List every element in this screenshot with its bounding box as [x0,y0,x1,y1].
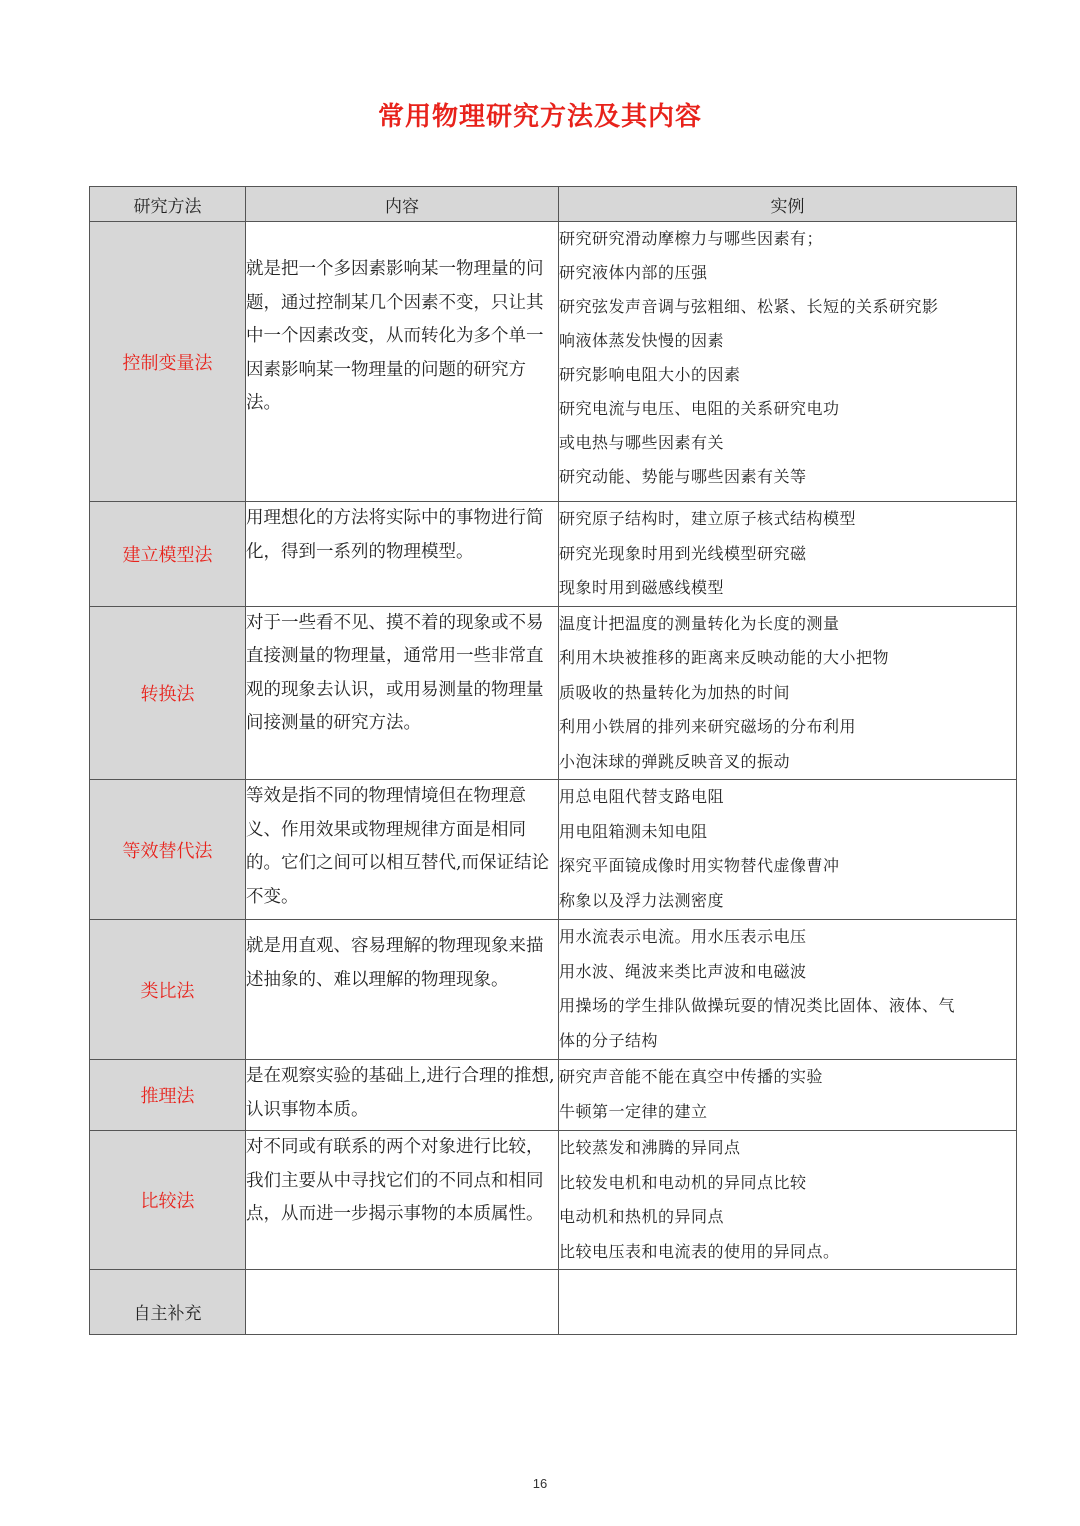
example-line: 用电阻箱测未知电阻 [559,821,708,841]
method-content: 用理想化的方法将实际中的事物进行简化，得到一系列的物理模型。 [246,502,559,607]
example-line: 牛顿第一定律的建立 [559,1101,708,1121]
page-number: 16 [532,1476,548,1491]
example-line: 研究弦发声音调与弦粗细、松紧、长短的关系研究影 [559,297,939,316]
method-name: 转换法 [90,606,246,780]
method-name: 建立模型法 [90,502,246,607]
example-line: 用操场的学生排队做操玩耍的情况类比固体、液体、气 [559,996,956,1015]
method-examples [559,606,1017,780]
table-row [90,780,1017,920]
example-line: 比较发电机和电动机的异同点比较 [559,1172,807,1192]
example-line: 称象以及浮力法测密度 [559,890,725,910]
table-row-supplement [90,1270,1017,1335]
example-line: 体的分子结构 [559,1030,659,1050]
supplement-method: 自主补充 [90,1270,246,1335]
table-row [90,606,1017,780]
method-examples [559,920,1017,1060]
method-examples [559,780,1017,920]
table-row [90,502,1017,607]
method-examples [559,1131,1017,1270]
example-line: 研究研究滑动摩檫力与哪些因素有； [559,229,824,248]
method-name: 类比法 [90,920,246,1060]
methods-table [89,186,1017,1335]
example-line: 响液体蒸发快慢的因素 [559,331,725,350]
method-name: 控制变量法 [90,222,246,502]
method-examples [559,222,1017,502]
example-line: 研究液体内部的压强 [559,263,708,282]
supplement-content [246,1270,559,1335]
example-line: 比较电压表和电流表的使用的异同点。 [559,1241,840,1261]
example-line: 或电热与哪些因素有关 [559,433,725,452]
example-line: 小泡沫球的弹跳反映音叉的振动 [559,751,791,771]
table-row [90,1131,1017,1270]
header-method: 研究方法 [90,187,246,222]
example-line: 研究光现象时用到光线模型研究磁 [559,543,807,563]
example-line: 研究动能、势能与哪些因素有关等 [559,467,807,486]
method-content: 等效是指不同的物理情境但在物理意义、作用效果或物理规律方面是相同的。它们之间可以相互替代,而保证结论不变。 [246,780,559,920]
example-line: 研究影响电阻大小的因素 [559,365,741,384]
page-title: 常用物理研究方法及其内容 [377,102,702,132]
example-line: 质吸收的热量转化为加热的时间 [559,682,791,702]
example-line: 现象时用到磁感线模型 [559,578,725,597]
method-name: 比较法 [90,1131,246,1270]
example-line: 用水波、绳波来类比声波和电磁波 [559,961,807,981]
method-content: 对于一些看不见、摸不着的现象或不易直接测量的物理量，通常用一些非常直观的现象去认识，或用易测量的物理量间接测量的研究方法。 [246,606,559,780]
example-line: 比较蒸发和沸腾的异同点 [559,1138,741,1157]
example-line: 用水流表示电流。用水压表示电压 [559,927,807,946]
header-content: 内容 [246,187,559,222]
table-header-row [90,187,1017,222]
table-row [90,222,1017,502]
method-name: 等效替代法 [90,780,246,920]
table-row [90,1060,1017,1131]
example-line: 电动机和热机的异同点 [559,1207,725,1226]
method-content: 对不同或有联系的两个对象进行比较，我们主要从中寻找它们的不同点和相同点，从而进一步揭示事物的本质属性。 [246,1131,559,1270]
method-examples [559,502,1017,607]
example-line: 温度计把温度的测量转化为长度的测量 [559,613,840,633]
example-line: 利用木块被推移的距离来反映动能的大小把物 [559,648,890,667]
example-line: 用总电阻代替支路电阻 [559,787,725,806]
example-line: 利用小铁屑的排列来研究磁场的分布利用 [559,717,857,736]
example-line: 研究原子结构时，建立原子核式结构模型 [559,509,857,528]
table-row [90,920,1017,1060]
example-line: 研究声音能不能在真空中传播的实验 [559,1067,824,1086]
header-examples: 实例 [559,187,1017,222]
method-content: 是在观察实验的基础上,进行合理的推想,认识事物本质。 [246,1060,559,1131]
example-line: 探究平面镜成像时用实物替代虚像曹冲 [559,856,840,875]
method-examples [559,1060,1017,1131]
method-name: 推理法 [90,1060,246,1131]
example-line: 研究电流与电压、电阻的关系研究电功 [559,399,840,418]
method-content: 就是把一个多因素影响某一物理量的问题，通过控制某几个因素不变，只让其中一个因素改变，从而转化为多个单一因素影响某一物理量的问题的研究方法。 [246,222,559,502]
method-content: 就是用直观、容易理解的物理现象来描述抽象的、难以理解的物理现象。 [246,920,559,1060]
supplement-examples [559,1270,1017,1335]
